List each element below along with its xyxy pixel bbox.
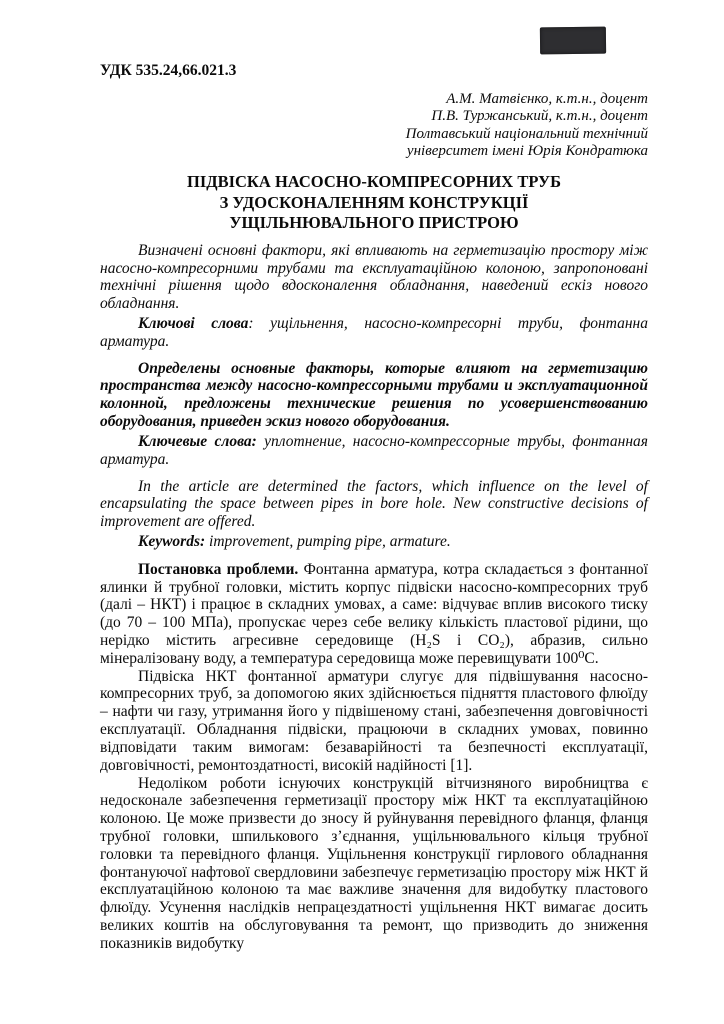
keywords-ukrainian bbox=[100, 315, 648, 351]
keywords-russian-label: Ключевые слова: bbox=[138, 432, 257, 450]
body-paragraph-1-text: Фонтанна арматура, котра складається з фонтанної ялинки й трубної головки, містить корпус підвіски насосно-компресорних труб (далі – НКТ) і працює в складних умовах, а саме: відчуває вплив високого тиску (до 70 – 100 МПа), пропускає через себе велику кількість пластової рідини, що нерідко містить агресивне середовище (H₂S і CO₂), абразив, сильно мінералізовану воду, а температура середовища може перевищувати 100⁰С. bbox=[100, 560, 648, 667]
library-stamp bbox=[540, 27, 606, 55]
section-heading-problem-statement: Постановка проблеми. bbox=[138, 560, 299, 578]
keywords-ukrainian-label: Ключові слова bbox=[138, 315, 249, 332]
keywords-english-text: improvement, pumping pipe, armature. bbox=[205, 532, 451, 550]
keywords-russian-text: уплотнение, насосно-компрессорные трубы, фонтанная арматура. bbox=[100, 432, 648, 468]
paper-title-line: УЩІЛЬНЮВАЛЬНОГО ПРИСТРОЮ bbox=[229, 212, 519, 232]
keywords-english bbox=[100, 533, 648, 551]
abstract-english: In the article are determined the factors, which influence on the level of encapsulating the space between pipes in bore hole. New constructive decisions of improvement are offered. bbox=[100, 477, 648, 531]
keywords-ukrainian-text: : ущільнення, насосно-компресорні труби, фонтанна арматура. bbox=[100, 315, 648, 350]
affiliation-line: університет імені Юрія Кондратюка bbox=[406, 142, 648, 159]
body-paragraph-2: Підвіска НКТ фонтанної арматури слугує для підвішування насосно-компресорних труб, за допомогою яких здійснюється підняття пластового флюїду – нафти чи газу, утримання його у підвішеному стані, забезпечення довговічності експлуатації. Обладнання підвіски, працюючи в складних умовах, повинно відповідати таким вимогам: безаварійності та безпечності експлуатації, довговічності, ремонтоздатності, високій надійності [1]. bbox=[100, 667, 648, 774]
author-line: А.М. Матвієнко, к.т.н., доцент bbox=[446, 90, 648, 107]
paper-title-line: З УДОСКОНАЛЕННЯМ КОНСТРУКЦІЇ bbox=[219, 192, 529, 212]
abstract-ukrainian: Визначені основні фактори, які впливають на герметизацію простору між насосно-компресорними трубами та експлуатаційною колоною, запропоновані технічні рішення щодо вдосконалення обладнання, наведений ескіз нового обладнання. bbox=[100, 241, 648, 313]
affiliation-line: Полтавський національний технічний bbox=[405, 125, 648, 142]
page-content bbox=[100, 62, 648, 953]
body-paragraph-1 bbox=[100, 561, 648, 668]
keywords-russian bbox=[100, 433, 648, 469]
author-block bbox=[100, 91, 648, 161]
body-paragraph-3: Недоліком роботи існуючих конструкцій вітчизняного виробництва є недосконале забезпечення герметизації простору між НКТ та експлуатаційною колоною. Це може призвести до зносу й руйнування перевідного фланця, фланця трубної головки, шпилькового з’єднання, ущільнювального кільця трубної головки та перевідного фланця. Ущільнення конструкції гирлового обладнання фонтануючої нафтової свердловини забезпечує герметизацію простору між НКТ й експлуатаційною колоною та має важливе значення для видобутку пластового флюїду. Усунення наслідків непрацездатності ущільнення НКТ вимагає досить великих коштів на обслуговування та ремонт, що призводить до зниження показників видобутку bbox=[100, 774, 648, 952]
paper-title bbox=[100, 172, 648, 232]
author-line: П.В. Туржанський, к.т.н., доцент bbox=[431, 108, 648, 125]
udc-number: УДК 535.24,66.021.3 bbox=[100, 62, 237, 79]
paper-title-line: ПІДВІСКА НАСОСНО-КОМПРЕСОРНИХ ТРУБ bbox=[186, 172, 562, 192]
keywords-english-label: Keywords: bbox=[138, 532, 206, 550]
abstract-russian: Определены основные факторы, которые влияют на герметизацию пространства между насосно-компрессорными трубами и эксплуатационной колонной, предложены технические решения по усовершенствованию оборудования, приведен эскиз нового оборудования. bbox=[100, 359, 648, 431]
